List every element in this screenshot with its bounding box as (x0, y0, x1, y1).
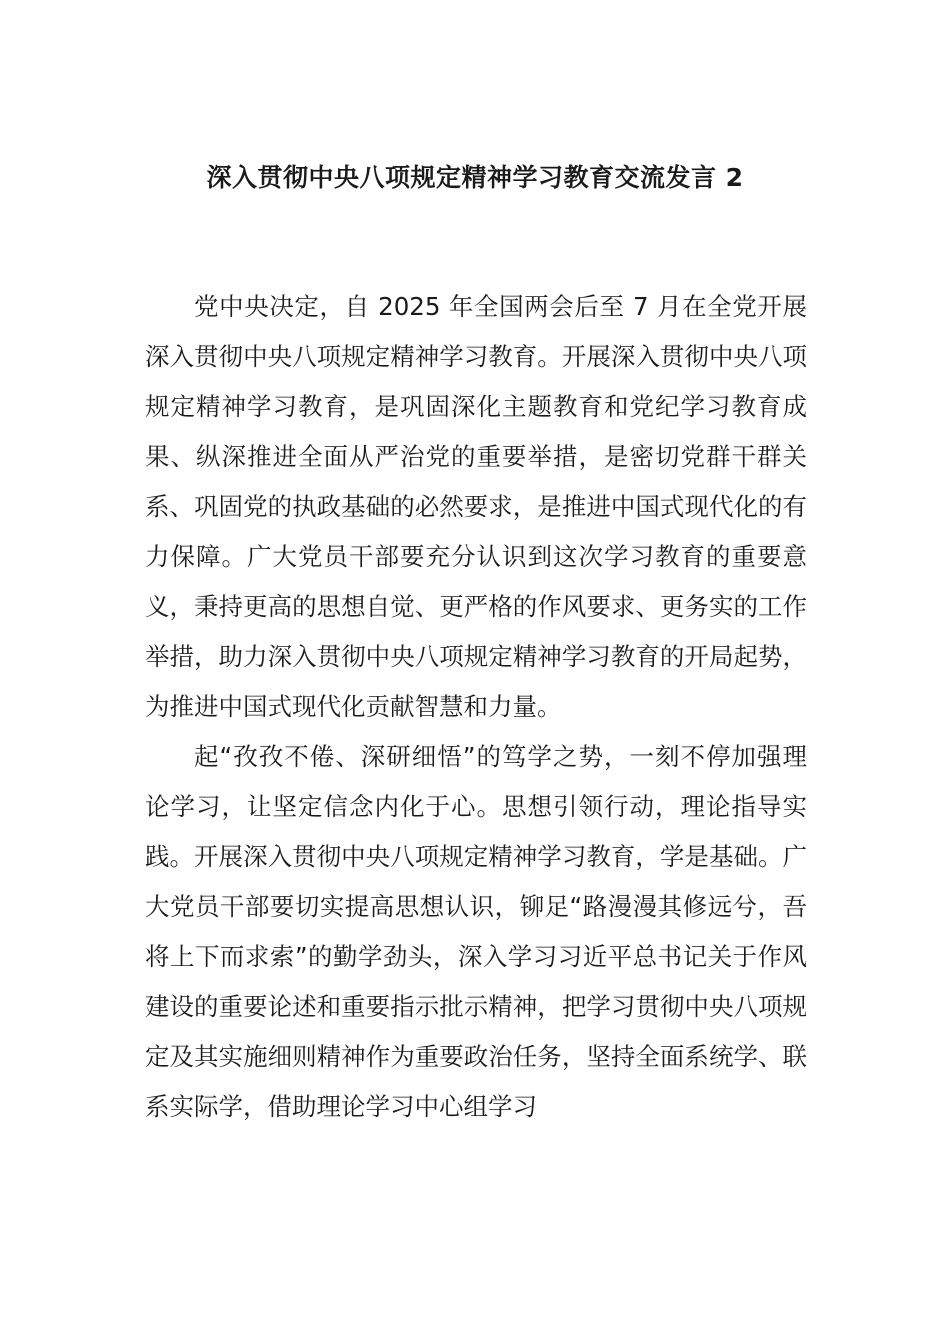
document-title: 深入贯彻中央八项规定精神学习教育交流发言 2 (206, 163, 744, 192)
document-body (145, 282, 807, 1132)
paragraph-2: 起“孜孜不倦、深研细悟”的笃学之势，一刻不停加强理论学习，让坚定信念内化于心。思想引领行动，理论指导实践。开展深入贯彻中央八项规定精神学习教育，学是基础。广大党员干部要切实提高思想认识，铆足“路漫漫其修远兮，吾将上下而求索”的勤学劲头，深入学习习近平总书记关于作风建设的重要论述和重要指示批示精神，把学习贯彻中央八项规定及其实施细则精神作为重要政治任务，坚持全面系统学、联系实际学，借助理论学习中心组学习 (145, 742, 807, 1121)
paragraph-1: 党中央决定，自 2025 年全国两会后至 7 月在全党开展深入贯彻中央八项规定精神学习教育。开展深入贯彻中央八项规定精神学习教育，是巩固深化主题教育和党纪学习教育成果、纵深推进全面从严治党的重要举措，是密切党群干群关系、巩固党的执政基础的必然要求，是推进中国式现代化的有力保障。广大党员干部要充分认识到这次学习教育的重要意义，秉持更高的思想自觉、更严格的作风要求、更务实的工作举措，助力深入贯彻中央八项规定精神学习教育的开局起势，为推进中国式现代化贡献智慧和力量。 (145, 292, 807, 721)
